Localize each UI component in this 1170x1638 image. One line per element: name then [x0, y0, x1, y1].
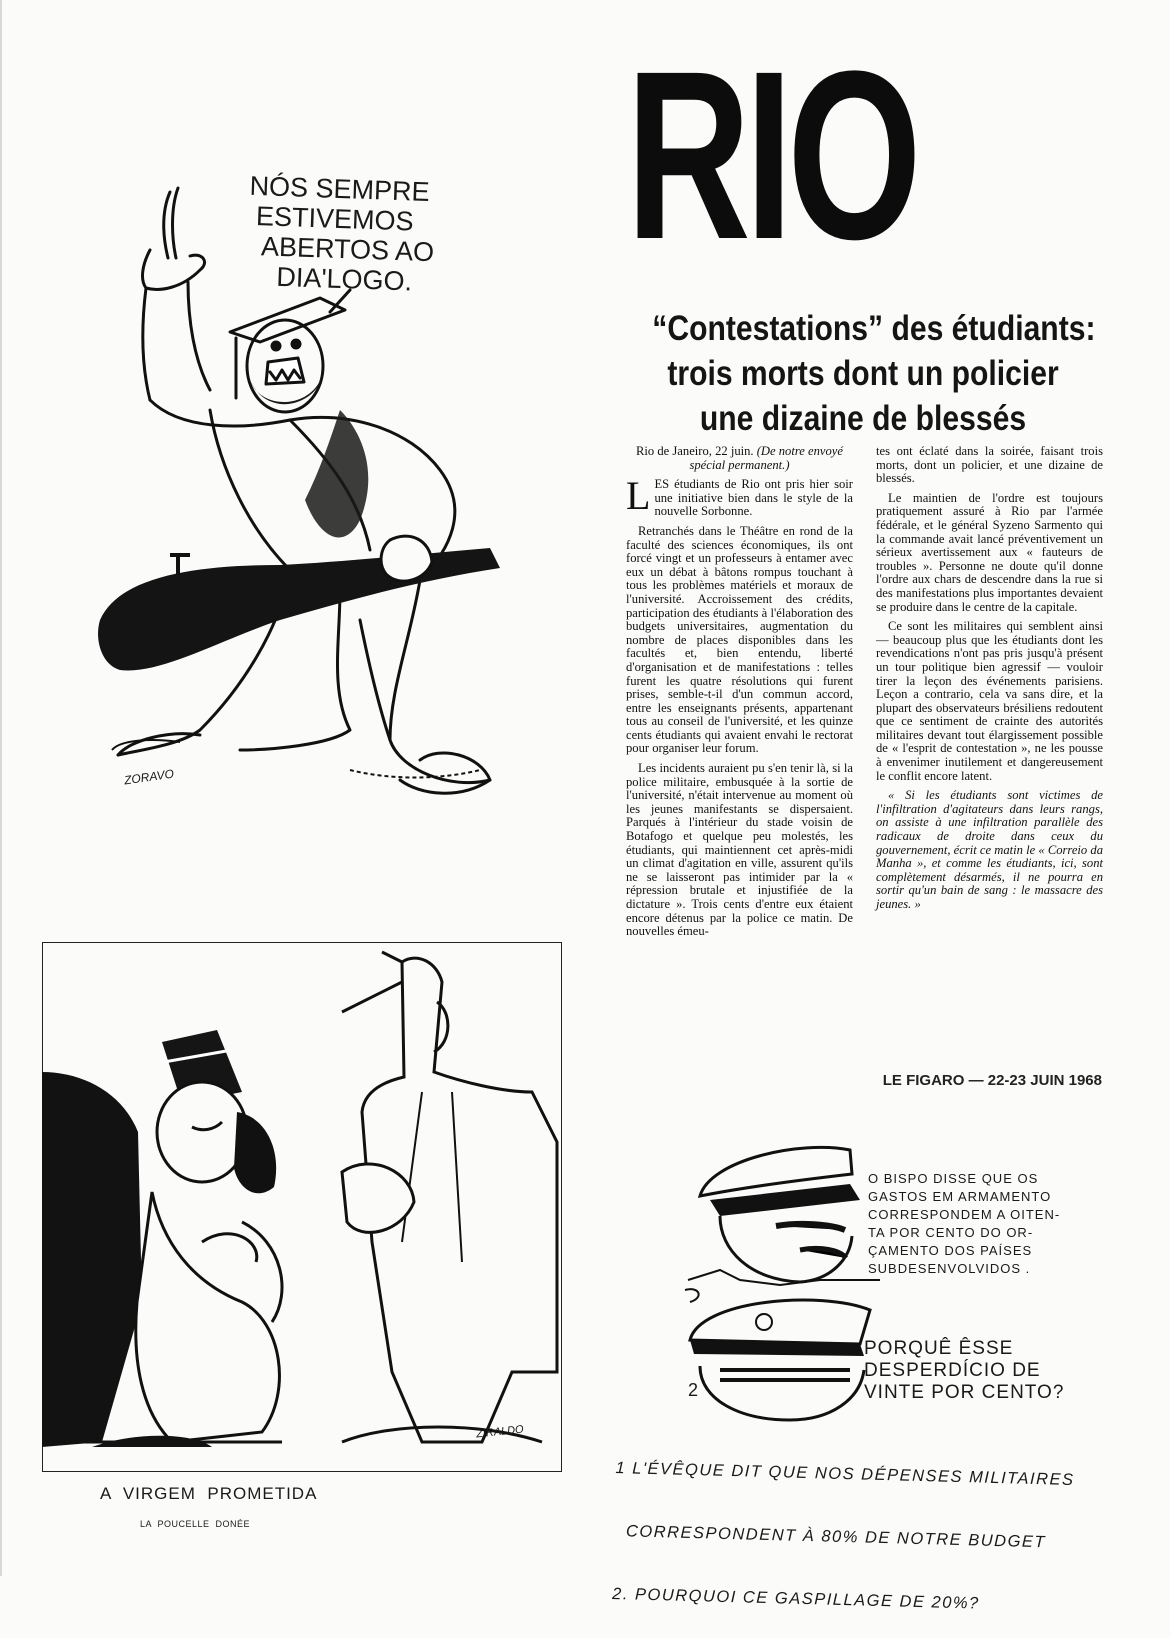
article-dateline	[626, 445, 853, 472]
article-paragraph: Ce sont les militaires qui semblent ainsi — beaucoup plus que les étudiants dont les revendications n'ont pas pris jusqu'à présent un tour politique bien agressif — vouloir tirer la leçon des événements parisiens. Leçon a contrario, cela va sans dire, et la plupart des observateurs brésiliens redoutent que ce sentiment de crainte des autorités militaires devant tout élargissement possible de « l'esprit de contestation », ne les pousse à envenimer inutilement et dangereusement le conflit encore latent.	[876, 619, 1103, 783]
dateline-text: Rio de Janeiro, 22 juin.	[636, 444, 754, 458]
article-paragraph: LES étudiants de Rio ont pris hier soir une initiative bien dans le style de la nouvelle Sorbonne.	[626, 473, 853, 519]
general-speech-2: PORQUÊ ÊSSE DESPERDÍCIO DE VINTE POR CENTO?	[864, 1338, 1065, 1403]
article-column-2	[876, 445, 1103, 918]
article-paragraph: Les incidents auraient pu s'en tenir là, si la police militaire, embusquée à la sortie de l'université, n'était intervenue au moment où les jeunes manifestants se dispersaient. Parqués à l'intérieur du stade voisin de Botafogo et quelque peu molestés, les étudiants, qui maintiennent cet après-midi un climat d'agitation en ville, assurent qu'ils ne se laisseront pas intimider par la « répression brutale et injustifiée de la dictature ». Trois cents d'entre eux étaient encore détenus par la police ce matin. De nouvelles émeu-	[626, 761, 853, 939]
cartoon-speech-bubble: NÓS SEMPRE ESTIVEMOS ABERTOS AO DIA'LOGO.	[245, 170, 435, 297]
article-paragraph: tes ont éclaté dans la soirée, faisant trois morts, dont un policier, et une dizaine de blessés.	[876, 444, 1103, 486]
headline-line-1: “Contestations” des étudiants:	[652, 309, 1096, 348]
translation-line-1: 1 L'ÉVÊQUE DIT QUE NOS DÉPENSES MILITAIRES	[615, 1459, 1075, 1490]
dateline-note: (De notre envoyé spécial permanent.)	[689, 444, 843, 472]
article-paragraph: Retranchés dans le Théâtre en rond de la faculté des sciences économiques, ils ont forcé vingt et un professeurs à entamer avec eux un débat à bâtons rompus touchant à tous les problèmes matériels et moraux de l'université. Accroissement des crédits, participation des étudiants à l'élaboration des budgets universitaires, augmentation du nombre de places disponibles dans les facultés et, bien entendu, liberté d'organisation et de manifestations : telles furent les quatre résolutions qui furent prises, semble-t-il d'un commun accord, entre les enseignants présents, appartenant tous au conseil de l'université, et les quinze cents étudiants qui avaient envahi le rectorat pour organiser leur forum.	[626, 523, 853, 756]
drop-cap: L	[626, 473, 651, 519]
article-column-1	[626, 445, 853, 945]
translation-line-1b: CORRESPONDENT À 80% DE NOTRE BUDGET	[613, 1521, 1047, 1552]
cartoon-promised-virgin	[42, 942, 562, 1472]
headline-line-3: une dizaine de blessés	[699, 399, 1027, 438]
translation-line-2: 2. POURQUOI CE GASPILLAGE DE 20%?	[611, 1584, 980, 1613]
cartoon-signature-2: ZIRALDO	[475, 1423, 525, 1441]
article-headline	[618, 306, 1108, 441]
newspaper-source: LE FIGARO — 22-23 JUIN 1968	[882, 1072, 1102, 1089]
general-speech-1: O BISPO DISSE QUE OS GASTOS EM ARMAMENTO CORRESPONDEM A OITEN- TA POR CENTO DO OR- ÇAMENTO DOS PAÍSES SUBDESENVOLVIDOS .	[868, 1171, 1061, 1276]
cartoon-signature: ZORAVO	[123, 766, 175, 788]
masthead-title: RIO	[626, 21, 916, 289]
article-paragraph: Le maintien de l'ordre est toujours pratiquement assuré à Rio par l'armée fédérale, et le général Syzeno Sarmento qui la commande avait lancé préventivement un sérieux avertissement aux « fauteurs de troubles ». Personne ne doute qu'il donne l'ordre aux chars de descendre dans la rue si des manifestations plus importantes devaient se produire dans le centre de la capitale.	[876, 490, 1103, 614]
cartoon-caption: A VIRGEM PROMETIDA	[100, 1484, 318, 1503]
cartoon-caption-french: LA POUCELLE DONÉE	[140, 1519, 251, 1529]
cartoon-generals	[680, 1130, 880, 1430]
panel-number: 2	[688, 1380, 699, 1400]
headline-line-2: trois morts dont un policier	[667, 354, 1059, 393]
article-quote: « Si les étudiants sont victimes de l'infiltration d'agitateurs dans leurs rangs, on assiste à une infiltration parallèle des radicaux de droite dans ceux du gouvernement, écrit ce matin le « Correio da Manha », et comme les étudiants, ici, sont complètement désarmés, il ne pourra en sortir qu'un bain de sang : le massacre des jeunes. »	[876, 788, 1103, 911]
french-translation	[611, 1416, 1076, 1638]
